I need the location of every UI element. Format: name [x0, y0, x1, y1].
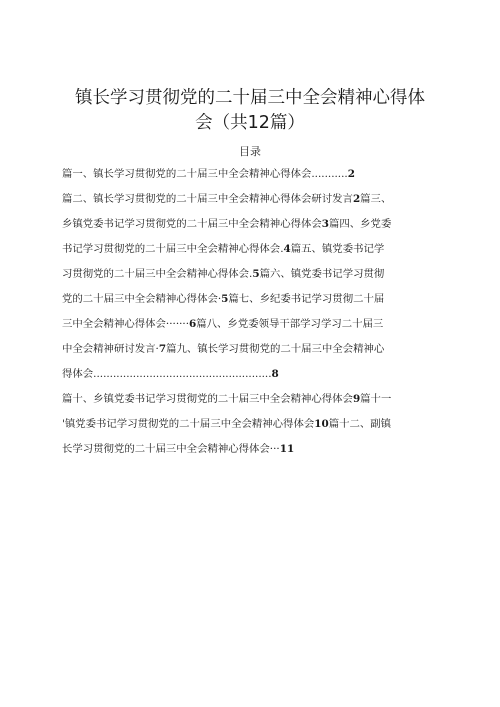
- toc-page-number: 5: [221, 293, 229, 305]
- toc-line: [62, 212, 438, 237]
- toc-heading: 目录: [239, 145, 261, 158]
- document-title: [60, 86, 440, 136]
- toc-entry-text: 篇二、镇长学习贯彻党的二十届三中全会精神心得体会研讨发言: [62, 193, 353, 205]
- toc-page-number: 2: [352, 193, 361, 205]
- toc-entry-continuation: 篇十一: [360, 393, 392, 405]
- toc-entry-text: 习贯彻党的二十届三中全会精神心得体会.: [62, 268, 253, 280]
- toc-page-number: 5: [252, 268, 260, 280]
- toc-line: [62, 387, 438, 412]
- toc-entry-continuation: 篇四、乡党委: [329, 218, 392, 230]
- toc-entry-continuation: 篇九、镇长学习贯彻党的二十届三中全会精神心: [166, 343, 385, 355]
- toc-line: [62, 287, 438, 312]
- toc-line: [62, 312, 438, 337]
- toc-page-number: 10: [314, 418, 329, 430]
- toc-page-number: 6: [189, 318, 197, 330]
- toc-entry-continuation: 篇五、镇党委书记学: [290, 243, 385, 255]
- toc-entry-text: 长学习贯彻党的二十届三中全会精神心得体会···: [62, 443, 280, 455]
- toc-line: [62, 237, 438, 262]
- toc-line: [62, 337, 438, 362]
- toc-entry-continuation: 篇十二、副镇: [328, 418, 392, 430]
- toc-entry-text: 中全会精神研讨发言·: [62, 343, 159, 355]
- toc-entry-text: 三中全会精神心得体会·······: [62, 318, 190, 330]
- toc-line: [62, 187, 438, 212]
- toc-line: [62, 437, 438, 462]
- toc-page-number: 4: [283, 243, 291, 255]
- toc-entry-text: '镇党委书记学习贯彻党的二十届三中全会精神心得体会: [62, 418, 315, 430]
- title-line-2: 会（共12篇）: [195, 113, 305, 133]
- toc-entry-text: 篇十、乡镇党委书记学习贯彻党的二十届三中全会精神心得体会: [62, 393, 353, 405]
- toc-page-number: 2: [347, 168, 355, 180]
- toc-line: [62, 362, 438, 387]
- toc-page-number: 7: [158, 343, 167, 355]
- toc-entry-continuation: 篇八、乡党委领导干部学习学习二十届三: [196, 318, 384, 330]
- toc-entry-continuation: 篇六、镇党委书记学习贯彻: [259, 268, 385, 280]
- toc-page-number: 9: [352, 393, 361, 405]
- toc-entry-text: 党的二十届三中全会精神心得体会·: [62, 293, 222, 305]
- title-line-1: 镇长学习贯彻党的二十届三中全会精神心得体: [75, 88, 425, 108]
- toc-page-number: 8: [271, 368, 279, 380]
- toc-entry-continuation: 篇七、乡纪委书记学习贯彻二十届: [228, 293, 385, 305]
- toc-entry-text: 篇一、镇长学习贯彻党的二十届三中全会精神心得体会...........: [62, 168, 348, 180]
- toc-page-number: 3: [321, 218, 329, 230]
- toc-line: [62, 412, 438, 437]
- toc-page-number: 11: [279, 443, 295, 455]
- toc-line: [62, 162, 438, 187]
- table-of-contents: [62, 162, 438, 462]
- toc-entry-continuation: 篇三、: [360, 193, 392, 205]
- toc-entry-text: 书记学习贯彻党的二十届三中全会精神心得体会.: [62, 243, 284, 255]
- toc-line: [62, 262, 438, 287]
- toc-entry-text: 乡镇党委书记学习贯彻党的二十届三中全会精神心得体会: [62, 218, 322, 230]
- toc-entry-text: 得体会......................................................: [62, 368, 272, 380]
